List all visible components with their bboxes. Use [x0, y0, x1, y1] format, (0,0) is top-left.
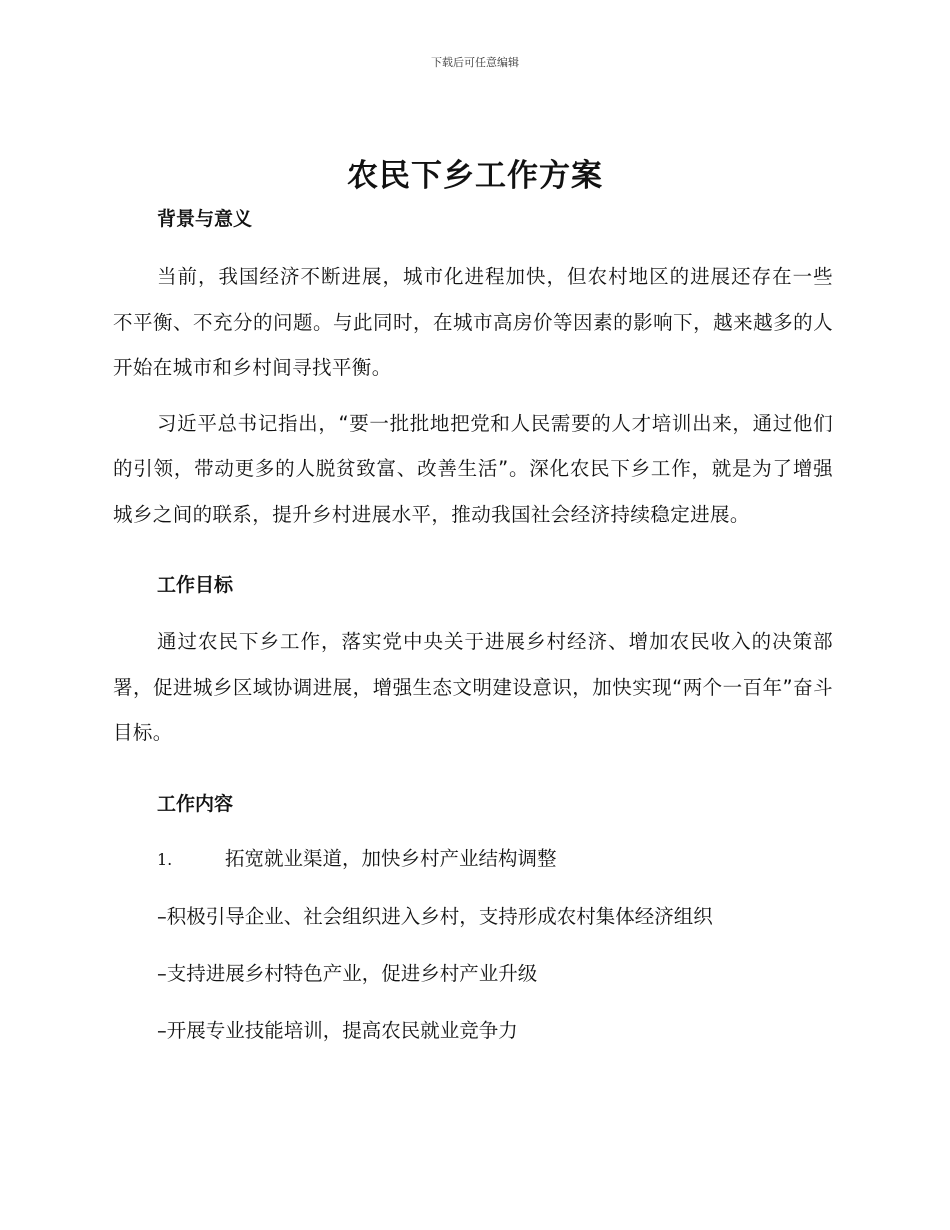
paragraph: 通过农民下乡工作，落实党中央关于进展乡村经济、增加农民收入的决策部署，促进城乡区域协调进展，增强生态文明建设意识，加快实现“两个一百年”奋斗目标。: [113, 630, 833, 744]
bullet-item: –支持进展乡村特色产业，促进乡村产业升级: [157, 961, 538, 985]
list-item-text: 拓宽就业渠道，加快乡村产业结构调整: [225, 846, 557, 870]
paragraph: 习近平总书记指出，“要一批批地把党和人民需要的人才培训出来，通过他们的引领，带动更多的人脱贫致富、改善生活”。深化农民下乡工作，就是为了增强城乡之间的联系，提升乡村进展水平，推动我国社会经济持续稳定进展。: [113, 411, 833, 526]
section-heading-goals: 工作目标: [157, 574, 234, 596]
bullet-item: –开展专业技能培训，提高农民就业竞争力: [157, 1018, 518, 1042]
document-body: [113, 204, 833, 1044]
paragraph: 当前，我国经济不断进展，城市化进程加快，但农村地区的进展还存在一些不平衡、不充分的问题。与此同时，在城市高房价等因素的影响下，越来越多的人开始在城市和乡村间寻找平衡。: [113, 265, 833, 379]
bullet-item: –积极引导企业、社会组织进入乡村，支持形成农村集体经济组织: [157, 904, 713, 928]
document-title: 农民下乡工作方案: [347, 158, 603, 194]
section-heading-content: 工作内容: [157, 792, 234, 815]
section-heading-background: 背景与意义: [157, 208, 253, 230]
list-item-number: 1.: [157, 849, 173, 869]
page-header: 下载后可任意编辑: [431, 56, 519, 69]
list-item: [113, 846, 833, 873]
